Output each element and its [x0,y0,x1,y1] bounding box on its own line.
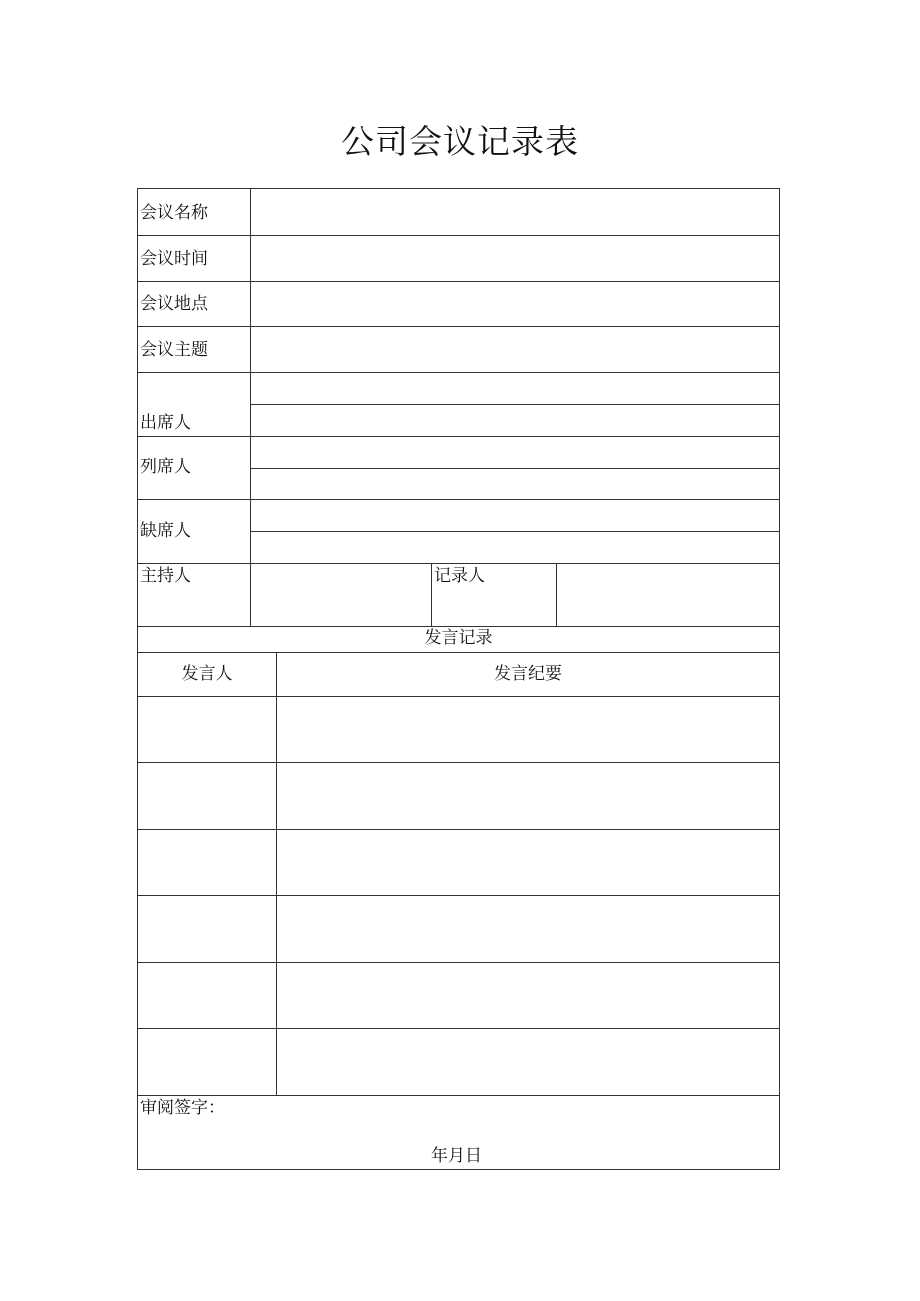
attendees-field[interactable] [251,373,779,404]
speaker-column-header: 发言人 [181,664,233,684]
observers-field[interactable] [251,469,779,499]
summary-column-header: 发言纪要 [494,664,562,684]
meeting-location-label: 会议地点 [140,294,208,314]
summary-field[interactable] [277,1029,779,1095]
speaker-field[interactable] [138,830,276,895]
meeting-time-field[interactable] [251,236,779,281]
speaker-field[interactable] [138,1029,276,1095]
summary-field[interactable] [277,830,779,895]
speaker-field[interactable] [138,896,276,962]
review-date-label: 年月日 [431,1146,482,1166]
page-title: 公司会议记录表 [341,122,579,161]
summary-field[interactable] [277,697,779,762]
meeting-record-form [137,188,780,1170]
summary-field[interactable] [277,763,779,829]
host-field[interactable] [251,564,431,626]
summary-field[interactable] [277,896,779,962]
meeting-location-field[interactable] [251,282,779,326]
speaker-field[interactable] [138,963,276,1028]
host-label: 主持人 [140,566,191,586]
speaker-field[interactable] [138,697,276,762]
attendees-field[interactable] [251,405,779,436]
absentees-field[interactable] [251,500,779,531]
absentees-label: 缺席人 [140,521,191,541]
review-signature-field[interactable] [138,1119,779,1143]
recorder-field[interactable] [557,564,779,626]
row-divider [138,652,779,653]
observers-field[interactable] [251,437,779,468]
summary-field[interactable] [277,963,779,1028]
attendees-label: 出席人 [140,413,191,433]
meeting-topic-label: 会议主题 [140,340,208,360]
recorder-label: 记录人 [434,566,485,586]
meeting-name-field[interactable] [251,189,779,235]
meeting-time-label: 会议时间 [140,249,208,269]
speaker-field[interactable] [138,763,276,829]
row-divider [138,626,779,627]
absentees-field[interactable] [251,532,779,563]
meeting-name-label: 会议名称 [140,203,208,223]
meeting-topic-field[interactable] [251,327,779,372]
column-divider [431,563,432,626]
review-signature-label: 审阅签字： [140,1098,225,1118]
speech-section-title: 发言记录 [424,628,493,648]
observers-label: 列席人 [140,457,191,477]
row-divider [138,1095,779,1096]
